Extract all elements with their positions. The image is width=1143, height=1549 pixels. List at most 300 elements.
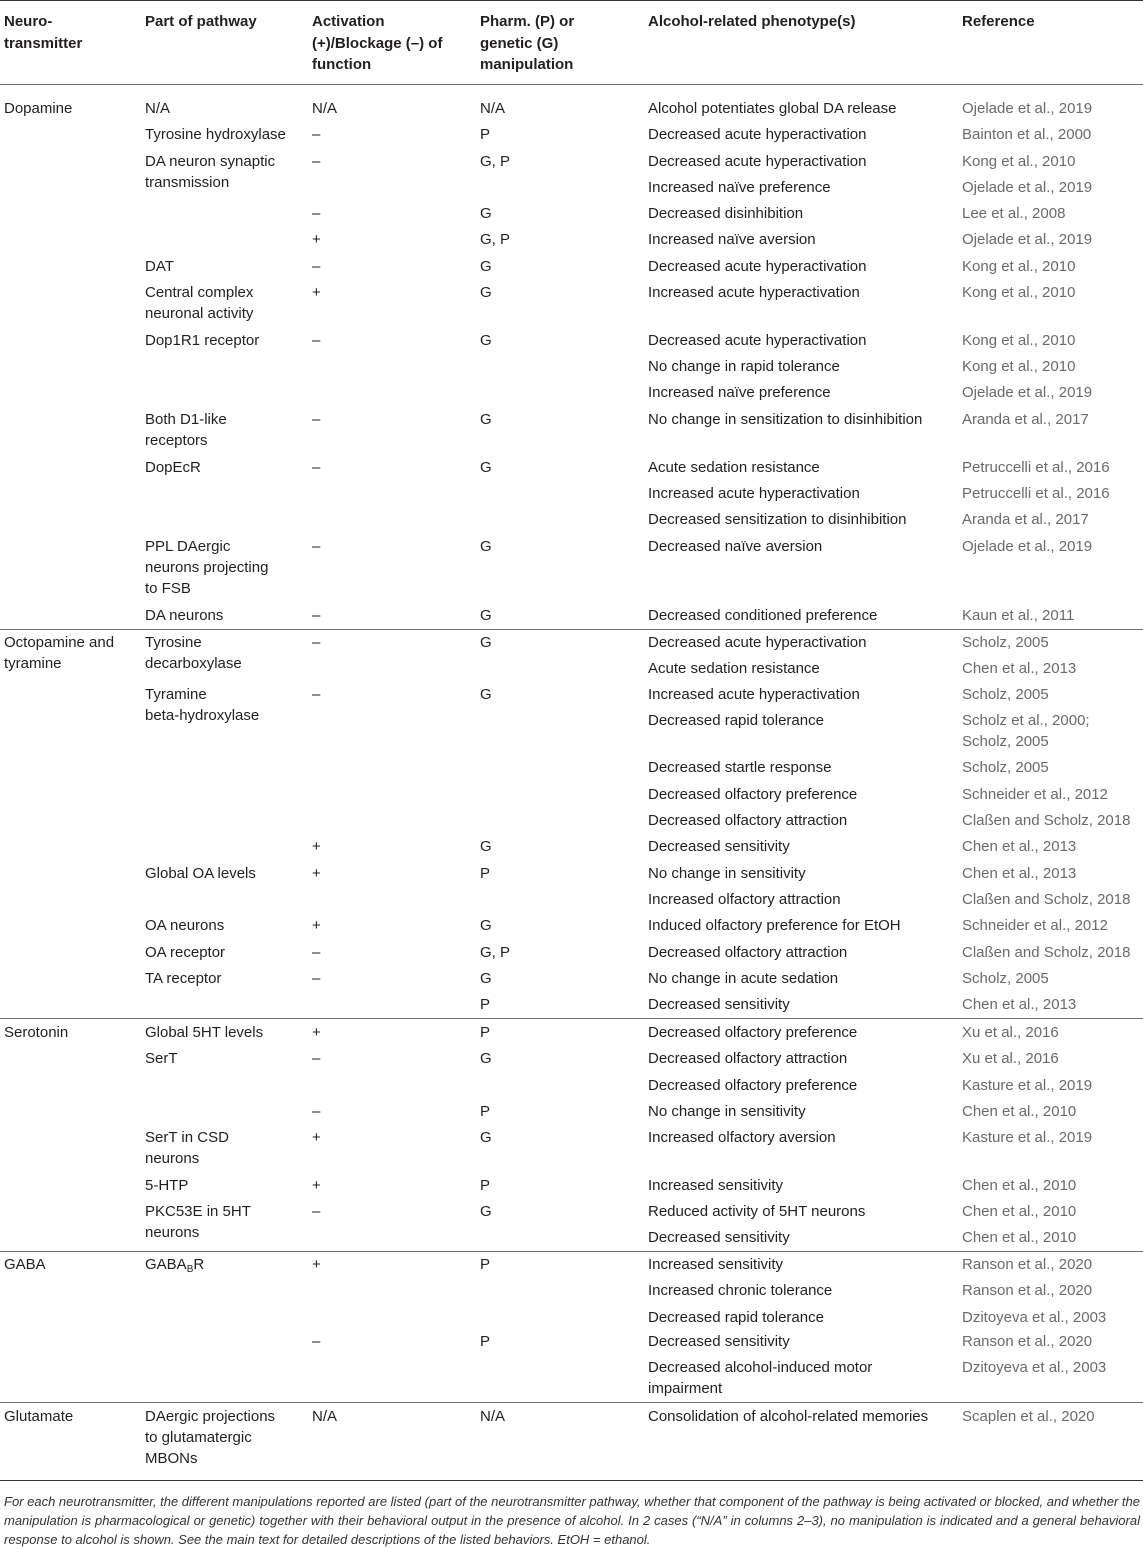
cell-line: Scholz, 2005: [962, 970, 1049, 987]
phenotype-cell: [648, 98, 897, 119]
reference-cell: [962, 863, 1076, 884]
activation-cell: [312, 1254, 321, 1275]
cell-line: Kong et al., 2010: [962, 332, 1076, 349]
cell-line: G, P: [480, 153, 511, 170]
phenotype-cell: [648, 409, 922, 430]
phenotype-cell: [648, 1127, 836, 1148]
cell-line: Xu et al., 2016: [962, 1050, 1059, 1067]
manipulation-cell: [480, 1406, 505, 1427]
cell-line: +: [312, 838, 321, 855]
activation-cell: [312, 282, 321, 303]
manipulation-cell: [480, 1022, 490, 1043]
cell-line: Increased naïve preference: [648, 384, 831, 401]
cell-line: P: [480, 1177, 491, 1194]
cell-line: Increased sensitivity: [648, 1177, 784, 1194]
cell-line: Decreased olfactory preference: [648, 1077, 858, 1094]
manipulation-cell: [480, 457, 492, 478]
cell-line: neuronal activity: [145, 305, 254, 322]
phenotype-cell: [648, 229, 816, 250]
cell-line: G: [480, 1050, 492, 1067]
cell-line: impairment: [648, 1380, 723, 1397]
cell-line: $GABA_BR$: [145, 1256, 205, 1275]
cell-line: –: [312, 686, 321, 703]
cell-line: Claßen and Scholz, 2018: [962, 812, 1131, 829]
pathway-cell: [145, 684, 259, 726]
phenotype-cell: [648, 1280, 832, 1301]
reference-cell: [962, 1406, 1095, 1427]
reference-cell: [962, 1331, 1092, 1352]
reference-cell: [962, 994, 1076, 1015]
cell-line: Kong et al., 2010: [962, 153, 1076, 170]
cell-line: Kasture et al., 2019: [962, 1077, 1093, 1094]
pathway-cell: [145, 1127, 229, 1169]
pathway-cell: [145, 98, 170, 119]
manipulation-cell: [480, 1254, 490, 1275]
cell-line: Tyrosine hydroxylase: [145, 126, 286, 143]
activation-cell: [312, 942, 320, 963]
cell-line: GABA: [4, 1256, 46, 1273]
cell-line: Aranda et al., 2017: [962, 411, 1089, 428]
section-rule: [0, 1251, 1143, 1252]
cell-line: SerT: [145, 1050, 178, 1067]
cell-line: Kasture et al., 2019: [962, 1129, 1093, 1146]
cell-line: No change in sensitivity: [648, 1103, 806, 1120]
pathway-cell: [145, 1406, 275, 1469]
pathway-cell: [145, 282, 253, 324]
cell-line: Bainton et al., 2000: [962, 126, 1092, 143]
cell-line: Decreased disinhibition: [648, 205, 804, 222]
reference-cell: [962, 968, 1049, 989]
cell-line: G: [480, 332, 492, 349]
cell-line: Decreased acute hyperactivation: [648, 153, 867, 170]
phenotype-cell: [648, 889, 841, 910]
reference-cell: [962, 1127, 1092, 1148]
cell-line: G, P: [480, 231, 511, 248]
activation-cell: [312, 1127, 321, 1148]
pathway-cell: [145, 124, 286, 145]
reference-cell: [962, 282, 1075, 303]
header-reference: Reference: [962, 13, 1035, 30]
cell-line: Ranson et al., 2020: [962, 1333, 1093, 1350]
reference-cell: [962, 1048, 1059, 1069]
manipulation-cell: [480, 98, 505, 119]
reference-cell: [962, 632, 1049, 653]
cell-line: TA receptor: [145, 970, 222, 987]
cell-line: –: [312, 258, 321, 275]
cell-line: Scholz et al., 2000;: [962, 712, 1090, 729]
cell-line: Decreased acute hyperactivation: [648, 126, 867, 143]
cell-line: Aranda et al., 2017: [962, 511, 1089, 528]
phenotype-cell: [648, 1307, 824, 1328]
cell-line: Petruccelli et al., 2016: [962, 459, 1110, 476]
pathway-cell: [145, 330, 259, 351]
manipulation-cell: [480, 536, 492, 557]
phenotype-cell: [648, 915, 901, 936]
phenotype-cell: [648, 1406, 928, 1427]
manipulation-cell: [480, 836, 492, 857]
cell-line: Decreased sensitization to disinhibition: [648, 511, 907, 528]
cell-line: to FSB: [145, 580, 191, 597]
reference-cell: [962, 1201, 1076, 1222]
cell-line: Ranson et al., 2020: [962, 1282, 1093, 1299]
reference-cell: [962, 1075, 1092, 1096]
cell-line: Xu et al., 2016: [962, 1024, 1059, 1041]
phenotype-cell: [648, 1357, 872, 1399]
cell-line: Both D1-like: [145, 411, 227, 428]
cell-line: Dop1R1 receptor: [145, 332, 260, 349]
activation-cell: [312, 98, 337, 119]
cell-line: Ojelade et al., 2019: [962, 231, 1093, 248]
header-neurotransmitter: Neuro- transmitter: [4, 13, 83, 52]
cell-line: Petruccelli et al., 2016: [962, 485, 1110, 502]
cell-line: to glutamatergic: [145, 1429, 252, 1446]
cell-line: Increased acute hyperactivation: [648, 284, 860, 301]
phenotype-cell: [648, 784, 857, 805]
activation-cell: [312, 256, 320, 277]
phenotype-cell: [648, 1101, 806, 1122]
reference-cell: [962, 330, 1075, 351]
cell-line: Decreased acute hyperactivation: [648, 258, 867, 275]
activation-cell: [312, 684, 320, 705]
header-rule: [0, 84, 1143, 85]
activation-cell: [312, 330, 320, 351]
cell-line: Decreased sensitivity: [648, 838, 790, 855]
activation-cell: [312, 1022, 321, 1043]
manipulation-cell: [480, 282, 492, 303]
reference-cell: [962, 836, 1076, 857]
phenotype-cell: [648, 1201, 865, 1222]
manipulation-cell: [480, 942, 510, 963]
pathway-cell: [145, 863, 256, 884]
cell-line: Increased olfactory aversion: [648, 1129, 836, 1146]
manipulation-cell: [480, 1101, 490, 1122]
cell-line: Kaun et al., 2011: [962, 607, 1075, 624]
cell-line: G: [480, 1203, 492, 1220]
phenotype-cell: [648, 356, 840, 377]
cell-line: neurons: [145, 1150, 200, 1167]
manipulation-cell: [480, 330, 492, 351]
phenotype-cell: [648, 684, 860, 705]
cell-line: neurons projecting: [145, 559, 269, 576]
reference-cell: [962, 256, 1075, 277]
cell-line: G: [480, 258, 492, 275]
cell-line: Chen et al., 2013: [962, 865, 1077, 882]
activation-cell: [312, 863, 321, 884]
cell-line: G: [480, 1129, 492, 1146]
cell-line: DA neuron synaptic: [145, 153, 276, 170]
phenotype-cell: [648, 1227, 790, 1248]
table-footnote: For each neurotransmitter, the different manipulations reported are listed (part of the neurotransmitter pathway, whether that component of the pathway is being activated or blocked, and whether the manipulation is pharmacological or genetic) together with their behavioral output in the presence of alcohol. In 2 cases (“N/A” in columns 2–3), no manipulation is indicated and a general behavioral response to alcohol is shown. See the main text for detailed descriptions of the listed behaviors. EtOH = ethanol.: [4, 1494, 1140, 1547]
reference-cell: [962, 658, 1076, 679]
manipulation-cell: [480, 1048, 492, 1069]
cell-line: Tyramine: [145, 686, 207, 703]
cell-line: N/A: [480, 1408, 506, 1425]
cell-line: Glutamate: [4, 1408, 74, 1425]
cell-line: Scaplen et al., 2020: [962, 1408, 1095, 1425]
manipulation-cell: [480, 1201, 492, 1222]
pathway-cell: [145, 151, 275, 193]
activation-cell: [312, 1201, 320, 1222]
cell-line: –: [312, 1333, 321, 1350]
cell-line: Chen et al., 2013: [962, 660, 1077, 677]
cell-line: Increased sensitivity: [648, 1256, 784, 1273]
cell-line: Increased acute hyperactivation: [648, 485, 860, 502]
phenotype-cell: [648, 1075, 857, 1096]
cell-line: –: [312, 634, 321, 651]
cell-line: No change in acute sedation: [648, 970, 839, 987]
reference-cell: [962, 509, 1089, 530]
phenotype-cell: [648, 457, 820, 478]
reference-cell: [962, 810, 1130, 831]
activation-cell: [312, 1331, 320, 1352]
cell-line: –: [312, 1203, 321, 1220]
phenotype-cell: [648, 942, 847, 963]
cell-line: Increased acute hyperactivation: [648, 686, 860, 703]
phenotype-cell: [648, 256, 866, 277]
cell-line: PPL DAergic: [145, 538, 231, 555]
reference-cell: [962, 1307, 1106, 1328]
cell-line: N/A: [480, 100, 506, 117]
reference-cell: [962, 942, 1130, 963]
cell-line: P: [480, 996, 491, 1013]
reference-cell: [962, 483, 1110, 504]
cell-line: tyramine: [4, 655, 62, 672]
cell-line: Decreased sensitivity: [648, 1229, 790, 1246]
reference-cell: [962, 124, 1091, 145]
phenotype-cell: [648, 1048, 847, 1069]
reference-cell: [962, 605, 1074, 626]
pathway-cell: [145, 1175, 188, 1196]
cell-line: Kong et al., 2010: [962, 258, 1076, 275]
cell-line: +: [312, 1024, 321, 1041]
cell-line: Alcohol potentiates global DA release: [648, 100, 897, 117]
reference-cell: [962, 457, 1110, 478]
activation-cell: [312, 968, 320, 989]
phenotype-cell: [648, 536, 822, 557]
cell-line: Ranson et al., 2020: [962, 1256, 1093, 1273]
manipulation-cell: [480, 994, 490, 1015]
cell-line: Increased naïve aversion: [648, 231, 816, 248]
cell-line: Decreased olfactory preference: [648, 1024, 858, 1041]
cell-line: G: [480, 284, 492, 301]
phenotype-cell: [648, 177, 831, 198]
section-rule: [0, 629, 1143, 630]
cell-line: Decreased olfactory attraction: [648, 1050, 848, 1067]
cell-line: Acute sedation resistance: [648, 660, 820, 677]
cell-line: P: [480, 1256, 491, 1273]
cell-line: Decreased naïve aversion: [648, 538, 823, 555]
pathway-cell: [145, 632, 242, 674]
section-rule: [0, 1402, 1143, 1403]
manipulation-cell: [480, 1127, 492, 1148]
phenotype-cell: [648, 836, 790, 857]
cell-line: Schneider et al., 2012: [962, 786, 1108, 803]
cell-line: OA neurons: [145, 917, 225, 934]
pathway-cell: [145, 605, 223, 626]
cell-line: Decreased sensitivity: [648, 1333, 790, 1350]
activation-cell: [312, 1101, 320, 1122]
neurotransmitter-cell: [4, 632, 114, 674]
cell-line: G: [480, 970, 492, 987]
reference-cell: [962, 1280, 1092, 1301]
cell-line: Acute sedation resistance: [648, 459, 820, 476]
header-activation-blockage: Activation (+)/Blockage (–) of function: [312, 13, 443, 73]
cell-line: N/A: [145, 100, 171, 117]
cell-line: P: [480, 126, 491, 143]
cell-line: +: [312, 1256, 321, 1273]
cell-line: –: [312, 332, 321, 349]
phenotype-cell: [648, 658, 820, 679]
cell-line: Decreased olfactory attraction: [648, 812, 848, 829]
reference-cell: [962, 536, 1092, 557]
cell-line: P: [480, 1024, 491, 1041]
cell-line: DA neurons: [145, 607, 224, 624]
cell-line: –: [312, 153, 321, 170]
cell-line: Scholz, 2005: [962, 733, 1049, 750]
cell-line: G: [480, 411, 492, 428]
cell-line: +: [312, 917, 321, 934]
phenotype-cell: [648, 994, 790, 1015]
cell-line: Octopamine and: [4, 634, 115, 651]
pathway-cell: [145, 536, 268, 599]
cell-line: SerT in CSD: [145, 1129, 229, 1146]
cell-line: Decreased conditioned preference: [648, 607, 878, 624]
phenotype-cell: [648, 1175, 783, 1196]
phenotype-cell: [648, 124, 866, 145]
cell-line: +: [312, 284, 321, 301]
cell-line: No change in rapid tolerance: [648, 358, 840, 375]
cell-line: Chen et al., 2013: [962, 838, 1077, 855]
reference-cell: [962, 710, 1090, 752]
pathway-cell: [145, 457, 201, 478]
cell-line: decarboxylase: [145, 655, 242, 672]
cell-line: Dzitoyeva et al., 2003: [962, 1309, 1107, 1326]
cell-line: –: [312, 538, 321, 555]
cell-line: Global 5HT levels: [145, 1024, 264, 1041]
cell-line: Decreased acute hyperactivation: [648, 332, 867, 349]
cell-line: +: [312, 1177, 321, 1194]
phenotype-cell: [648, 863, 806, 884]
cell-line: Ojelade et al., 2019: [962, 384, 1093, 401]
cell-line: Consolidation of alcohol-related memories: [648, 1408, 929, 1425]
phenotype-cell: [648, 509, 906, 530]
cell-line: beta-hydroxylase: [145, 707, 260, 724]
cell-line: PKC53E in 5HT: [145, 1203, 251, 1220]
cell-line: Dzitoyeva et al., 2003: [962, 1359, 1107, 1376]
phenotype-cell: [648, 1331, 790, 1352]
phenotype-cell: [648, 710, 824, 731]
phenotype-cell: [648, 330, 866, 351]
table-top-rule: [0, 0, 1143, 1]
cell-line: P: [480, 1333, 491, 1350]
pathway-cell: [145, 1201, 251, 1243]
reference-cell: [962, 889, 1130, 910]
cell-line: Increased chronic tolerance: [648, 1282, 833, 1299]
cell-line: DAT: [145, 258, 174, 275]
cell-line: Decreased rapid tolerance: [648, 1309, 824, 1326]
header-phenotype: Alcohol-related phenotype(s): [648, 13, 856, 30]
cell-line: Chen et al., 2013: [962, 996, 1077, 1013]
reference-cell: [962, 757, 1049, 778]
reference-cell: [962, 203, 1065, 224]
cell-line: G, P: [480, 944, 511, 961]
neurotransmitter-cell: [4, 1406, 73, 1427]
cell-line: –: [312, 944, 321, 961]
reference-cell: [962, 1357, 1106, 1378]
cell-line: Chen et al., 2010: [962, 1103, 1077, 1120]
reference-cell: [962, 98, 1092, 119]
neurotransmitter-cell: [4, 1254, 46, 1275]
reference-cell: [962, 1175, 1076, 1196]
activation-cell: [312, 605, 320, 626]
cell-line: receptors: [145, 432, 208, 449]
cell-line: +: [312, 1129, 321, 1146]
cell-line: Schneider et al., 2012: [962, 917, 1108, 934]
cell-line: Decreased acute hyperactivation: [648, 634, 867, 651]
manipulation-cell: [480, 915, 492, 936]
manipulation-cell: [480, 1331, 490, 1352]
cell-line: Decreased rapid tolerance: [648, 712, 824, 729]
cell-line: DopEcR: [145, 459, 201, 476]
cell-line: Ojelade et al., 2019: [962, 179, 1093, 196]
manipulation-cell: [480, 229, 510, 250]
cell-line: P: [480, 865, 491, 882]
phenotype-cell: [648, 483, 860, 504]
reference-cell: [962, 1227, 1076, 1248]
activation-cell: [312, 915, 321, 936]
manipulation-cell: [480, 256, 492, 277]
cell-line: Decreased olfactory attraction: [648, 944, 848, 961]
cell-line: N/A: [312, 100, 338, 117]
cell-line: Kong et al., 2010: [962, 358, 1076, 375]
reference-cell: [962, 409, 1089, 430]
phenotype-cell: [648, 810, 847, 831]
cell-line: –: [312, 411, 321, 428]
pathway-cell: [145, 256, 174, 277]
activation-cell: [312, 1406, 337, 1427]
cell-line: Chen et al., 2010: [962, 1203, 1077, 1220]
activation-cell: [312, 632, 320, 653]
neurotransmitter-cell: [4, 1022, 68, 1043]
cell-line: G: [480, 686, 492, 703]
reference-cell: [962, 229, 1092, 250]
cell-line: Induced olfactory preference for EtOH: [648, 917, 901, 934]
cell-line: neurons: [145, 1224, 200, 1241]
cell-line: +: [312, 865, 321, 882]
activation-cell: [312, 124, 320, 145]
reference-cell: [962, 684, 1049, 705]
activation-cell: [312, 457, 320, 478]
cell-line: –: [312, 1103, 321, 1120]
cell-line: G: [480, 538, 492, 555]
phenotype-cell: [648, 632, 866, 653]
manipulation-cell: [480, 124, 490, 145]
cell-line: OA receptor: [145, 944, 226, 961]
cell-line: –: [312, 970, 321, 987]
reference-cell: [962, 356, 1075, 377]
cell-line: Scholz, 2005: [962, 634, 1049, 651]
reference-cell: [962, 382, 1092, 403]
reference-cell: [962, 915, 1108, 936]
manipulation-cell: [480, 968, 492, 989]
phenotype-cell: [648, 605, 877, 626]
cell-line: Central complex: [145, 284, 254, 301]
cell-line: 5-HTP: [145, 1177, 189, 1194]
cell-line: Increased naïve preference: [648, 179, 831, 196]
manipulation-cell: [480, 409, 492, 430]
cell-line: G: [480, 459, 492, 476]
cell-line: Claßen and Scholz, 2018: [962, 944, 1131, 961]
